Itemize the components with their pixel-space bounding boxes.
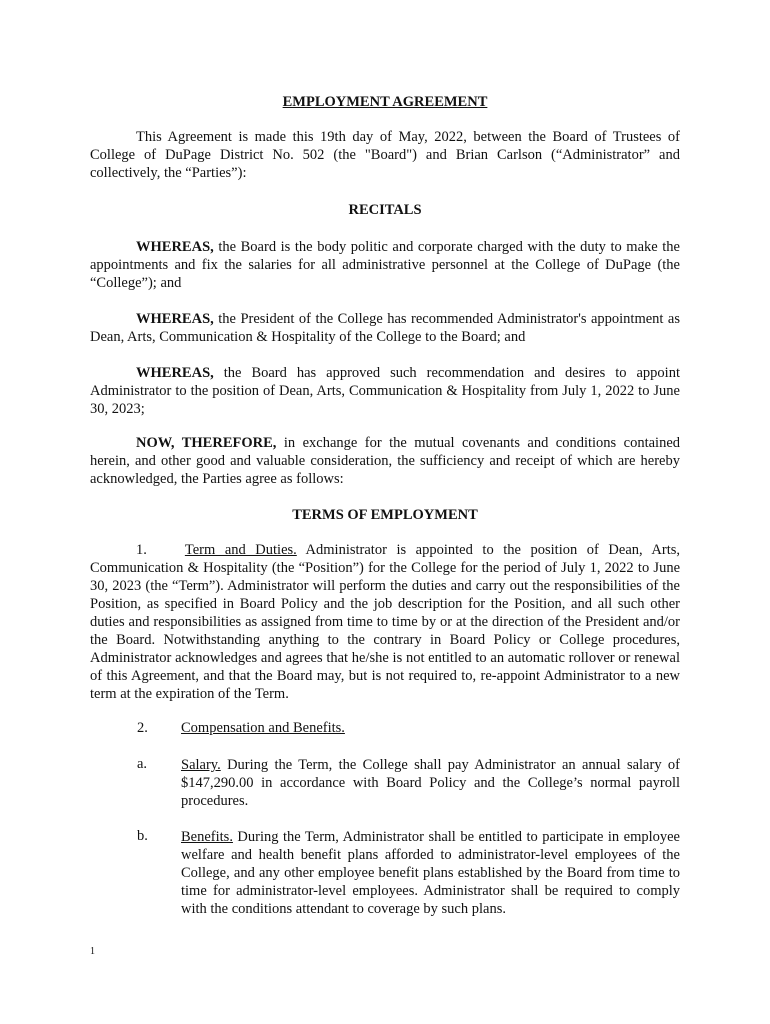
recitals-heading: RECITALS [348, 202, 422, 218]
recital-paragraph [90, 238, 680, 292]
subsection-b-paragraph [181, 828, 680, 918]
subsection-b-letter: b. [137, 828, 148, 844]
subsection-label: Salary. [181, 757, 221, 773]
recital-text: the Board has approved such recommendation and desires to appoint Administrator to the position of Dean, Arts, Communication & Hospitality from July 1, 2022 to June 30, 2023; [90, 365, 680, 417]
intro-paragraph: This Agreement is made this 19th day of May, 2022, between the Board of Trustees of College of DuPage District No. 502 (the "Board") and Brian Carlson (“Administrator” and collectively, the “Parties”): [90, 129, 680, 181]
subsection-a-letter: a. [137, 756, 148, 772]
recital-text: the Board is the body politic and corporate charged with the duty to make the appointments and fix the salaries for all administrative personnel at the College of DuPage (the “College”); and [90, 239, 680, 291]
section-number: 1. [136, 542, 147, 558]
document-title: EMPLOYMENT AGREEMENT [282, 94, 488, 110]
subsection-text: During the Term, Administrator shall be entitled to participate in employee welfare and health benefit plans afforded to administrator-level employees of the College, and any other employee benefit plans established by the Board from time to time for administrator-level employees. Administrator shall be required to comply with the conditions attendant to coverage by such plans. [181, 829, 680, 917]
recital-paragraph [90, 364, 680, 418]
section-2-label: Compensation and Benefits. [181, 720, 345, 736]
section-2-number: 2. [137, 720, 148, 736]
recital-text: the President of the College has recommended Administrator's appointment as Dean, Arts, Communication & Hospitality of the College to the Board; and [90, 311, 680, 345]
section-1-paragraph [90, 541, 680, 703]
subsection-a-paragraph [181, 756, 680, 810]
recital-lead: WHEREAS, [136, 239, 214, 255]
recital-paragraph [90, 310, 680, 346]
subsection-text: During the Term, the College shall pay Administrator an annual salary of $147,290.00 in accordance with Board Policy and the College’s normal payroll procedures. [181, 757, 680, 809]
recital-lead: WHEREAS, [136, 311, 214, 327]
section-text: Administrator is appointed to the position of Dean, Arts, Communication & Hospitality (the “Position”) for the College for the period of July 1, 2022 to June 30, 2023 (the “Term”). Administrator will perform the duties and carry out the responsibilities of the Position, as specified in Board Policy and the job description for the Position, and all such other duties and responsibilities as assigned from time to time by or at the direction of the President and/or the Board. Notwithstanding anything to the contrary in Board Policy or College procedures, Administrator acknowledges and agrees that he/she is not entitled to an automatic rollover or renewal of this Agreement, and that the Board may, but is not required to, re-appoint Administrator to a new term at the expiration of the Term. [90, 542, 680, 702]
recital-lead: WHEREAS, [136, 365, 214, 381]
subsection-label: Benefits. [181, 829, 233, 845]
page-number: 1 [90, 946, 95, 957]
terms-heading: TERMS OF EMPLOYMENT [292, 507, 478, 523]
recital-lead: NOW, THEREFORE, [136, 435, 277, 451]
recital-paragraph [90, 434, 680, 488]
section-label: Term and Duties. [184, 542, 297, 558]
recital-text: in exchange for the mutual covenants and conditions contained herein, and other good and valuable consideration, the sufficiency and receipt of which are hereby acknowledged, the Parties agree as follows: [90, 435, 681, 487]
